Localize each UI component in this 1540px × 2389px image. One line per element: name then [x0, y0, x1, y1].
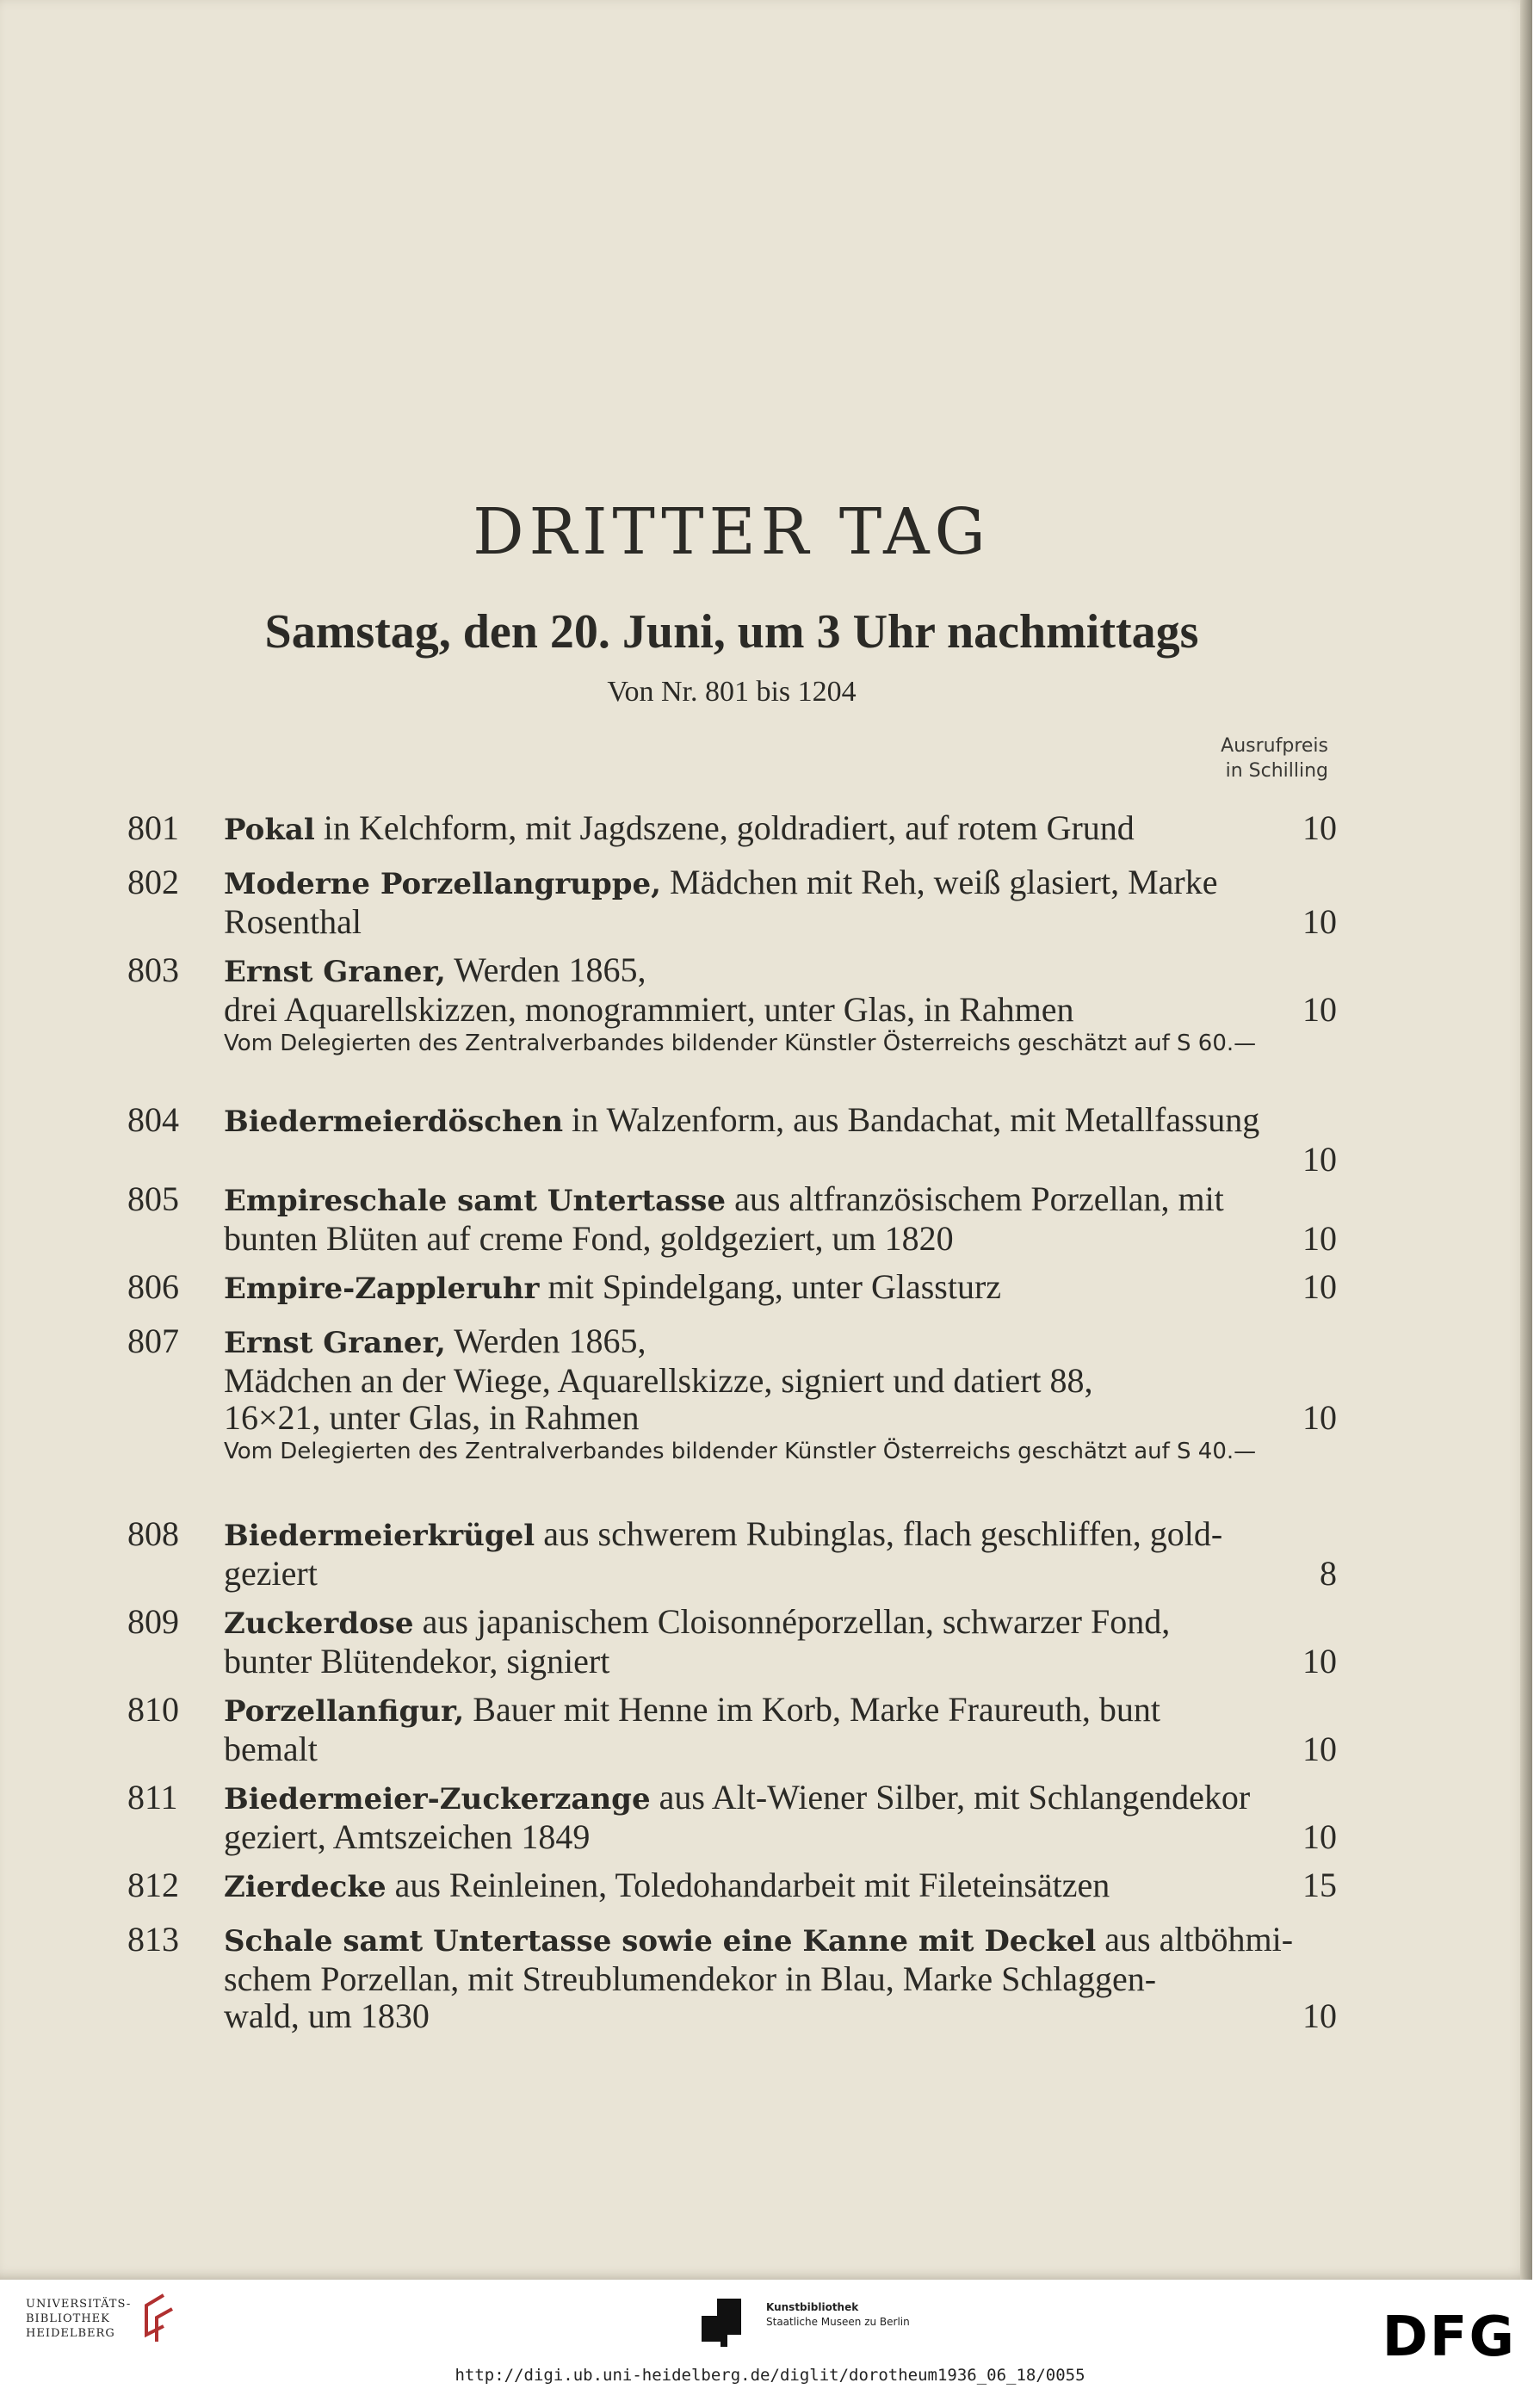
lot-price: 15 — [1302, 1866, 1337, 1904]
lot-text: in Walzenform, aus Bandachat, mit Metallfassung — [563, 1100, 1260, 1139]
lot-description — [224, 1268, 1337, 1308]
lot-line — [224, 1818, 1337, 1855]
uni-line-3: HEIDELBERG — [26, 2327, 115, 2340]
lot-text: geziert, Amtszeichen 1849 — [224, 1817, 591, 1856]
lot-line — [224, 1997, 1337, 2034]
lot-text: bemalt — [224, 1730, 318, 1768]
lot-line-text — [224, 1921, 1293, 1960]
lot-line-text — [224, 951, 646, 991]
lot-line — [224, 1322, 1337, 1362]
lot-price: 10 — [1302, 1219, 1337, 1258]
lot-text: aus japanischem Cloisonnéporzellan, schwarzer Fond, — [413, 1602, 1171, 1641]
lot-number: 810 — [127, 1690, 179, 1729]
lot-line-text — [224, 1268, 1001, 1308]
lot-line — [224, 1866, 1337, 1906]
lot-description — [224, 1779, 1337, 1855]
lot-number: 809 — [127, 1602, 179, 1641]
lot-text: Rosenthal — [224, 902, 362, 941]
lot-name: Zuckerdose — [224, 1606, 414, 1641]
lot-entry — [127, 863, 1337, 940]
lot-price: 10 — [1302, 902, 1337, 941]
lot-line — [224, 1515, 1337, 1555]
lot-line-text — [224, 1101, 1259, 1141]
lot-note: Vom Delegierten des Zentralverbandes bildender Künstler Österreichs geschätzt auf S 40.— — [224, 1439, 1257, 1464]
lot-line-text — [224, 1691, 1160, 1730]
lot-text: aus Reinleinen, Toledohandarbeit mit Fileteinsätzen — [386, 1866, 1110, 1904]
lot-name: Biedermeierkrügel — [224, 1519, 535, 1553]
lot-text: aus altfranzösischem Porzellan, mit — [726, 1179, 1224, 1218]
lot-text: Bauer mit Henne im Korb, Marke Fraureuth, bunt — [464, 1690, 1160, 1729]
lot-line — [224, 1921, 1337, 1960]
lot-line-text — [224, 991, 1074, 1028]
lot-line-text — [224, 1555, 318, 1592]
lot-text: in Kelchform, mit Jagdszene, goldradiert, auf rotem Grund — [314, 808, 1135, 847]
lot-number: 808 — [127, 1514, 179, 1553]
lot-line — [224, 1643, 1337, 1680]
lot-name: Ernst Graner, — [224, 1326, 446, 1360]
page-title: DRITTER TAG — [473, 495, 991, 569]
lot-price: 10 — [1302, 1817, 1337, 1856]
lot-text: bunter Blütendekor, signiert — [224, 1642, 610, 1680]
lot-description — [224, 863, 1337, 940]
price-header-line-1: Ausrufpreis — [1221, 735, 1328, 757]
lot-line-text — [224, 1818, 590, 1855]
lot-number: 807 — [127, 1321, 179, 1360]
lot-text: aus Alt-Wiener Silber, mit Schlangendekor — [650, 1778, 1251, 1817]
lot-description — [224, 1921, 1337, 2034]
lot-text: wald, um 1830 — [224, 1996, 430, 2035]
lot-text: 16×21, unter Glas, in Rahmen — [224, 1398, 640, 1437]
lot-line — [224, 1220, 1337, 1257]
lot-line — [224, 1399, 1337, 1436]
lot-entry — [127, 1691, 1337, 1767]
lot-text: aus altböhmi- — [1096, 1920, 1294, 1959]
lot-description — [224, 1180, 1337, 1257]
lot-number: 811 — [127, 1778, 178, 1817]
lot-line — [224, 1362, 1337, 1399]
lot-entry — [127, 1779, 1337, 1855]
lot-text: drei Aquarellskizzen, monogrammiert, unter Glas, in Rahmen — [224, 990, 1074, 1029]
lot-description — [224, 1866, 1337, 1906]
lot-line-text — [224, 1997, 430, 2034]
lot-price: 10 — [1302, 1996, 1337, 2035]
uni-line-1: UNIVERSITÄTS- — [26, 2298, 132, 2311]
lot-name: Porzellanfigur, — [224, 1694, 465, 1729]
lot-range: Von Nr. 801 bis 1204 — [607, 676, 857, 708]
dfg-logo: DFG — [1382, 2305, 1516, 2369]
lot-entry — [127, 1322, 1337, 1466]
lot-description — [224, 1101, 1337, 1178]
lot-line-text — [224, 1322, 646, 1362]
lot-entry — [127, 1180, 1337, 1257]
lot-price: 10 — [1302, 1267, 1337, 1306]
lot-line — [224, 1691, 1337, 1730]
lot-line-text — [224, 1515, 1222, 1555]
lot-line — [224, 1101, 1337, 1141]
lot-entry — [127, 1866, 1337, 1906]
lot-line-text — [224, 1399, 639, 1436]
lot-line-text — [224, 1643, 609, 1680]
lot-line-text — [224, 1220, 954, 1257]
lot-text: geziert — [224, 1554, 318, 1593]
lot-line — [224, 1141, 1337, 1178]
lot-line — [224, 1730, 1337, 1767]
lot-price: 8 — [1320, 1554, 1337, 1593]
lot-text: mit Spindelgang, unter Glassturz — [539, 1267, 1002, 1306]
lot-price: 10 — [1302, 808, 1337, 847]
kb-line-2: Staatliche Museen zu Berlin — [766, 2316, 910, 2328]
footer — [0, 2280, 1540, 2389]
lot-line — [224, 1180, 1337, 1220]
lot-name: Zierdecke — [224, 1870, 387, 1904]
lot-description — [224, 951, 1337, 1058]
lot-line — [224, 1960, 1337, 1997]
kb-line-1: Kunstbibliothek — [766, 2301, 859, 2313]
lot-line-text — [224, 1730, 318, 1767]
lot-line-text — [224, 1362, 1093, 1399]
lot-price: 10 — [1302, 990, 1337, 1029]
lot-line-text — [224, 1779, 1250, 1818]
lot-line — [224, 1779, 1337, 1818]
lot-line — [224, 809, 1337, 849]
university-logo-icon — [138, 2292, 181, 2345]
kunstbibliothek-label — [766, 2300, 910, 2330]
lot-line-text — [224, 1960, 1156, 1997]
lot-name: Empireschale samt Untertasse — [224, 1184, 727, 1218]
lot-number: 806 — [127, 1267, 179, 1306]
lot-price: 10 — [1302, 1398, 1337, 1437]
lot-entry — [127, 1921, 1337, 2034]
lot-note: Vom Delegierten des Zentralverbandes bildender Künstler Österreichs geschätzt auf S 60.— — [224, 1030, 1257, 1056]
lot-line — [224, 951, 1337, 991]
lot-entry — [127, 1515, 1337, 1592]
lot-text: aus schwerem Rubinglas, flach geschliffen, gold- — [535, 1514, 1223, 1553]
lot-line — [224, 1603, 1337, 1643]
lot-entry — [127, 809, 1337, 849]
lot-text: Werden 1865, — [445, 1321, 646, 1360]
lot-text: Werden 1865, — [445, 950, 646, 989]
lot-number: 813 — [127, 1920, 179, 1959]
lot-line-text — [224, 863, 1218, 903]
lot-line — [224, 1555, 1337, 1592]
auction-date: Samstag, den 20. Juni, um 3 Uhr nachmittags — [264, 605, 1199, 659]
lot-name: Pokal — [224, 813, 315, 847]
lot-number: 802 — [127, 863, 179, 901]
lot-number: 804 — [127, 1100, 179, 1139]
lot-name: Ernst Graner, — [224, 955, 446, 989]
lot-line-text — [224, 1866, 1110, 1906]
lot-description — [224, 1515, 1337, 1592]
lot-number: 812 — [127, 1866, 179, 1904]
source-url[interactable]: http://digi.ub.uni-heidelberg.de/diglit/dorotheum1936_06_18/0055 — [455, 2366, 1085, 2385]
lot-name: Moderne Porzellangruppe, — [224, 867, 662, 901]
lot-entry — [127, 951, 1337, 1058]
lot-price: 10 — [1302, 1140, 1337, 1179]
lot-text: schem Porzellan, mit Streublumendekor in Blau, Marke Schlaggen- — [224, 1959, 1157, 1998]
lot-description — [224, 1691, 1337, 1767]
lot-number: 803 — [127, 950, 179, 989]
lot-line-text — [224, 1603, 1170, 1643]
lot-line-text — [224, 809, 1135, 849]
lot-price: 10 — [1302, 1730, 1337, 1768]
university-library-label — [26, 2297, 131, 2341]
lot-name: Biedermeierdöschen — [224, 1105, 564, 1139]
lot-entry — [127, 1101, 1337, 1178]
lot-name: Schale samt Untertasse sowie eine Kanne mit Deckel — [224, 1924, 1097, 1959]
lot-number: 805 — [127, 1179, 179, 1218]
lot-description — [224, 809, 1337, 849]
lot-line — [224, 903, 1337, 940]
lot-line-text — [224, 1180, 1224, 1220]
lot-entry — [127, 1268, 1337, 1308]
lot-name: Empire-Zappleruhr — [224, 1272, 540, 1306]
lot-description — [224, 1603, 1337, 1680]
lot-line — [224, 863, 1337, 903]
lot-text: Mädchen mit Reh, weiß glasiert, Marke — [661, 863, 1218, 901]
lot-line-text — [224, 903, 362, 940]
lot-line — [224, 991, 1337, 1028]
lot-price: 10 — [1302, 1642, 1337, 1680]
kunstbibliothek-logo-icon — [702, 2299, 753, 2349]
lot-text: Mädchen an der Wiege, Aquarellskizze, signiert und datiert 88, — [224, 1361, 1093, 1400]
uni-line-2: BIBLIOTHEK — [26, 2312, 110, 2325]
price-column-header — [1221, 733, 1328, 783]
lot-text: bunten Blüten auf creme Fond, goldgeziert, um 1820 — [224, 1219, 954, 1258]
price-header-line-2: in Schilling — [1225, 760, 1328, 782]
lot-number: 801 — [127, 808, 179, 847]
lot-description — [224, 1322, 1337, 1466]
lot-name: Biedermeier-Zuckerzange — [224, 1782, 651, 1817]
lot-entry — [127, 1603, 1337, 1680]
lot-line — [224, 1268, 1337, 1308]
